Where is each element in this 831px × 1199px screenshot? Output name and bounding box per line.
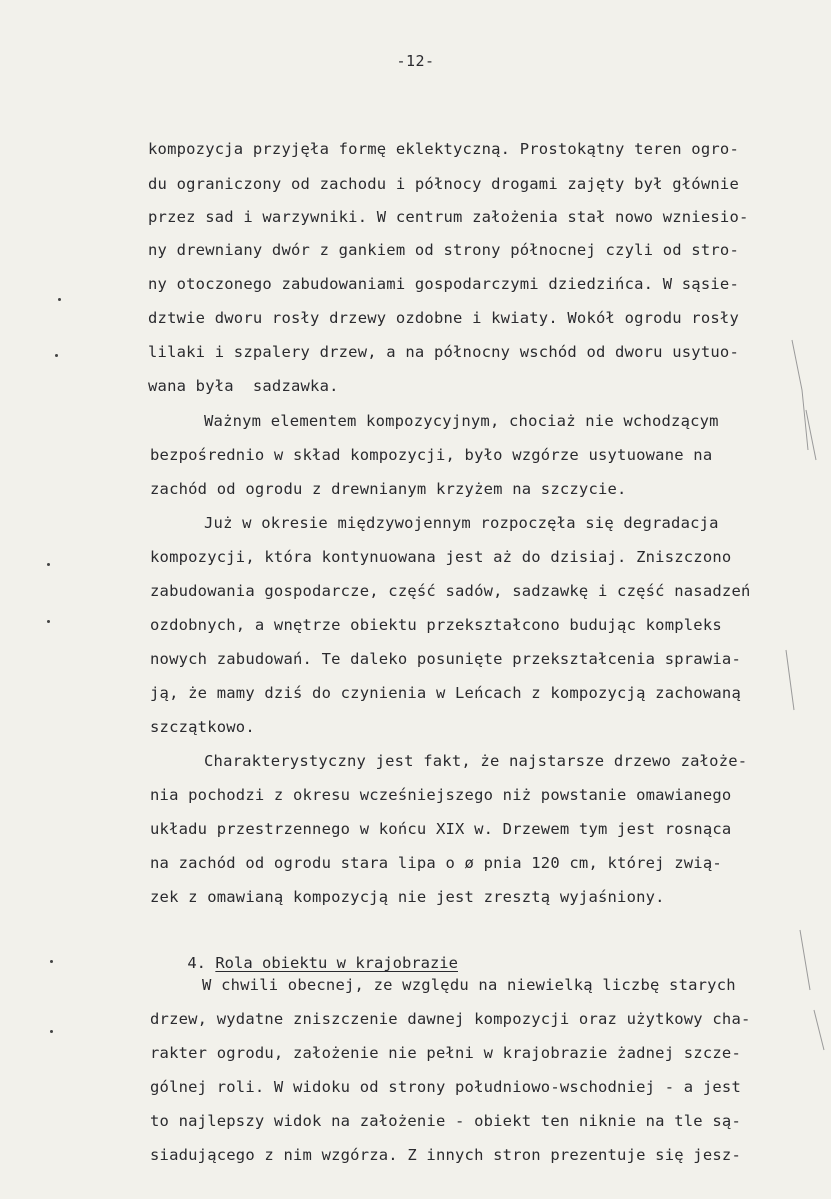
text-line: drzew, wydatne zniszczenie dawnej kompozycji oraz użytkowy cha- xyxy=(150,1010,751,1028)
margin-pencil-marks xyxy=(780,330,831,1130)
text-line: układu przestrzennego w końcu XIX w. Drzewem tym jest rosnąca xyxy=(150,820,732,838)
text-line: na zachód od ogrodu stara lipa o ø pnia 120 cm, której zwią- xyxy=(150,854,722,872)
text-line: ozdobnych, a wnętrze obiektu przekształcono budując kompleks xyxy=(150,616,722,634)
text-line: to najlepszy widok na założenie - obiekt ten niknie na tle są- xyxy=(150,1112,741,1130)
text-line: rakter ogrodu, założenie nie pełni w krajobrazie żadnej szcze- xyxy=(150,1044,741,1062)
margin-speck xyxy=(47,620,50,623)
text-line: szczątkowo. xyxy=(150,718,255,736)
margin-speck xyxy=(47,563,50,566)
text-line: Charakterystyczny jest fakt, że najstarsze drzewo założe- xyxy=(204,752,748,770)
text-line: zachód od ogrodu z drewnianym krzyżem na szczycie. xyxy=(150,480,627,498)
text-line: wana była sadzawka. xyxy=(148,377,339,395)
text-line: Już w okresie międzywojennym rozpoczęła się degradacja xyxy=(204,514,719,532)
text-line: dztwie dworu rosły drzewy ozdobne i kwiaty. Wokół ogrodu rosły xyxy=(148,309,739,327)
margin-speck xyxy=(55,354,58,357)
text-line: gólnej roli. W widoku od strony południowo-wschodniej - a jest xyxy=(150,1078,741,1096)
section-number: 4. xyxy=(187,954,206,972)
text-line: kompozycja przyjęła formę eklektyczną. Prostokątny teren ogro- xyxy=(148,140,739,158)
text-line: nia pochodzi z okresu wcześniejszego niż powstanie omawianego xyxy=(150,786,732,804)
margin-speck xyxy=(50,1030,53,1033)
text-line: ny otoczonego zabudowaniami gospodarczymi dziedzińca. W sąsie- xyxy=(148,275,739,293)
text-line: W chwili obecnej, ze względu na niewielką liczbę starych xyxy=(202,976,736,994)
text-line: Ważnym elementem kompozycyjnym, chociaż nie wchodzącym xyxy=(204,412,719,430)
text-line: siadującego z nim wzgórza. Z innych stron prezentuje się jesz- xyxy=(150,1146,741,1164)
text-line: przez sad i warzywniki. W centrum założenia stał nowo wzniesio- xyxy=(148,208,749,226)
text-line: zek z omawianą kompozycją nie jest zresztą wyjaśniony. xyxy=(150,888,665,906)
text-line: kompozycji, która kontynuowana jest aż do dzisiaj. Zniszczono xyxy=(150,548,732,566)
section-title: Rola obiektu w krajobrazie xyxy=(215,954,458,972)
text-line: ją, że mamy dziś do czynienia w Leńcach z kompozycją zachowaną xyxy=(150,684,741,702)
text-line: nowych zabudowań. Te daleko posunięte przekształcenia sprawia- xyxy=(150,650,741,668)
text-line: lilaki i szpalery drzew, a na północny wschód od dworu usytuo- xyxy=(148,343,739,361)
text-line: ny drewniany dwór z gankiem od strony północnej czyli od stro- xyxy=(148,241,739,259)
page-number: -12- xyxy=(396,52,435,70)
margin-speck xyxy=(50,960,53,963)
text-line: du ograniczony od zachodu i północy drogami zajęty był głównie xyxy=(148,175,739,193)
text-line: bezpośrednio w skład kompozycji, było wzgórze usytuowane na xyxy=(150,446,713,464)
margin-speck xyxy=(58,298,61,301)
text-line: zabudowania gospodarcze, część sadów, sadzawkę i część nasadzeń xyxy=(150,582,751,600)
